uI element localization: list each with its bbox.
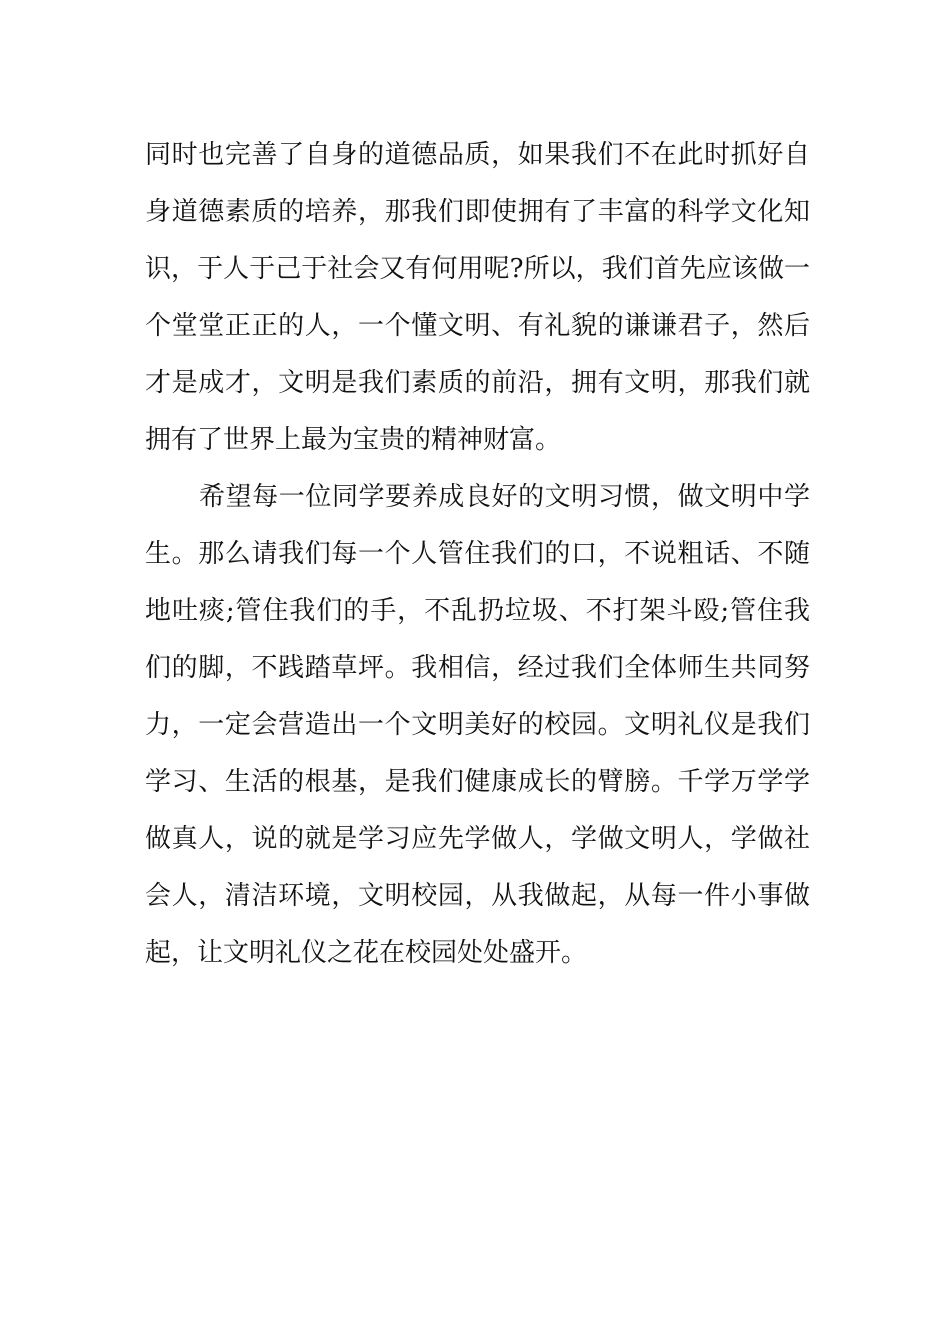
paragraph-2-line-5: 力，一定会营造出一个文明美好的校园。文明礼仪是我们 <box>145 710 810 740</box>
document-body <box>145 127 810 982</box>
paragraph-2-line-7: 做真人，说的就是学习应先学做人，学做文明人，学做社 <box>145 824 810 854</box>
paragraph-1 <box>145 127 810 469</box>
paragraph-1-line-3: 识，于人于己于社会又有何用呢?所以，我们首先应该做一 <box>145 254 810 284</box>
paragraph-1-line-2: 身道德素质的培养，那我们即使拥有了丰富的科学文化知 <box>145 197 810 227</box>
paragraph-2-line-1: 希望每一位同学要养成良好的文明习惯，做文明中学 <box>199 482 810 512</box>
paragraph-2-line-8: 会人，清洁环境，文明校园，从我做起，从每一件小事做 <box>145 881 810 911</box>
paragraph-1-line-5: 才是成才，文明是我们素质的前沿，拥有文明，那我们就 <box>145 368 810 398</box>
paragraph-1-line-4: 个堂堂正正的人，一个懂文明、有礼貌的谦谦君子，然后 <box>145 311 810 341</box>
paragraph-1-line-1: 同时也完善了自身的道德品质，如果我们不在此时抓好自 <box>145 140 810 170</box>
paragraph-1-line-6: 拥有了世界上最为宝贵的精神财富。 <box>145 425 562 455</box>
paragraph-2-line-9: 起，让文明礼仪之花在校园处处盛开。 <box>145 938 588 968</box>
paragraph-2-line-4: 们的脚，不践踏草坪。我相信，经过我们全体师生共同努 <box>145 653 810 683</box>
paragraph-2-line-3: 地吐痰;管住我们的手，不乱扔垃圾、不打架斗殴;管住我 <box>145 596 810 626</box>
paragraph-2-line-2: 生。那么请我们每一个人管住我们的口，不说粗话、不随 <box>145 539 810 569</box>
paragraph-2-line-6: 学习、生活的根基，是我们健康成长的臂膀。千学万学学 <box>145 767 810 797</box>
paragraph-2 <box>145 469 810 982</box>
